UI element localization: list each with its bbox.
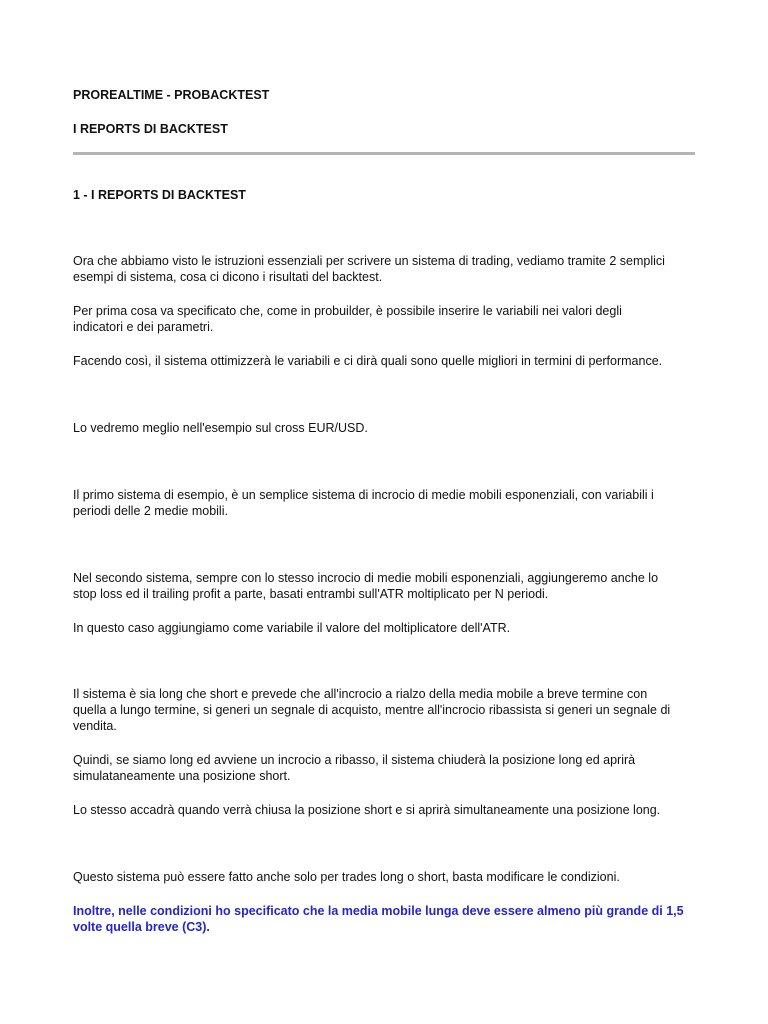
- paragraph-11: Questo sistema può essere fatto anche solo per trades long o short, basta modificare le condizioni.: [73, 870, 620, 884]
- paragraph-3: Facendo così, il sistema ottimizzerà le variabili e ci dirà quali sono quelle migliori in termini di performance.: [73, 354, 663, 368]
- document-subtitle: I REPORTS DI BACKTEST: [73, 122, 228, 136]
- section-heading: 1 - I REPORTS DI BACKTEST: [73, 188, 246, 202]
- document-title: PROREALTIME - PROBACKTEST: [73, 88, 270, 102]
- paragraph-2-line-1: Per prima cosa va specificato che, come in probuilder, è possibile inserire le variabili nei valori degli: [73, 304, 622, 318]
- paragraph-8-line-3: vendita.: [73, 719, 117, 733]
- paragraph-9-line-2: simulataneamente una posizione short.: [73, 769, 291, 783]
- paragraph-8-line-2: quella a lungo termine, si generi un segnale di acquisto, mentre all'incrocio ribassista si generi un segnale di: [73, 703, 671, 717]
- highlighted-note-line-1: Inoltre, nelle condizioni ho specificato che la media mobile lunga deve essere almeno più grande di 1,5: [73, 904, 684, 918]
- paragraph-1-line-1: Ora che abbiamo visto le istruzioni essenziali per scrivere un sistema di trading, vediamo tramite 2 semplici: [73, 254, 665, 268]
- paragraph-4: Lo vedremo meglio nell'esempio sul cross EUR/USD.: [73, 421, 368, 435]
- paragraph-5-line-2: periodi delle 2 medie mobili.: [73, 504, 228, 518]
- paragraph-6-line-1: Nel secondo sistema, sempre con lo stesso incrocio di medie mobili esponenziali, aggiungeremo anche lo: [73, 571, 659, 585]
- paragraph-2-line-2: indicatori e dei parametri.: [73, 320, 214, 334]
- paragraph-1-line-2: esempi di sistema, cosa ci dicono i risultati del backtest.: [73, 270, 383, 284]
- paragraph-8-line-1: Il sistema è sia long che short e prevede che all'incrocio a rialzo della media mobile a breve termine con: [73, 687, 648, 701]
- paragraph-5-line-1: Il primo sistema di esempio, è un semplice sistema di incrocio di medie mobili esponenziali, con variabili i: [73, 488, 654, 502]
- paragraph-10: Lo stesso accadrà quando verrà chiusa la posizione short e si aprirà simultaneamente una posizione long.: [73, 803, 661, 817]
- paragraph-6-line-2: stop loss ed il trailing profit a parte, basati entrambi sull'ATR moltiplicato per N periodi.: [73, 587, 549, 601]
- paragraph-9-line-1: Quindi, se siamo long ed avviene un incrocio a ribasso, il sistema chiuderà la posizione long ed aprirà: [73, 753, 636, 767]
- paragraph-7: In questo caso aggiungiamo come variabile il valore del moltiplicatore dell'ATR.: [73, 621, 511, 635]
- highlighted-note-line-2: volte quella breve (C3).: [73, 920, 210, 934]
- horizontal-divider: [73, 152, 695, 155]
